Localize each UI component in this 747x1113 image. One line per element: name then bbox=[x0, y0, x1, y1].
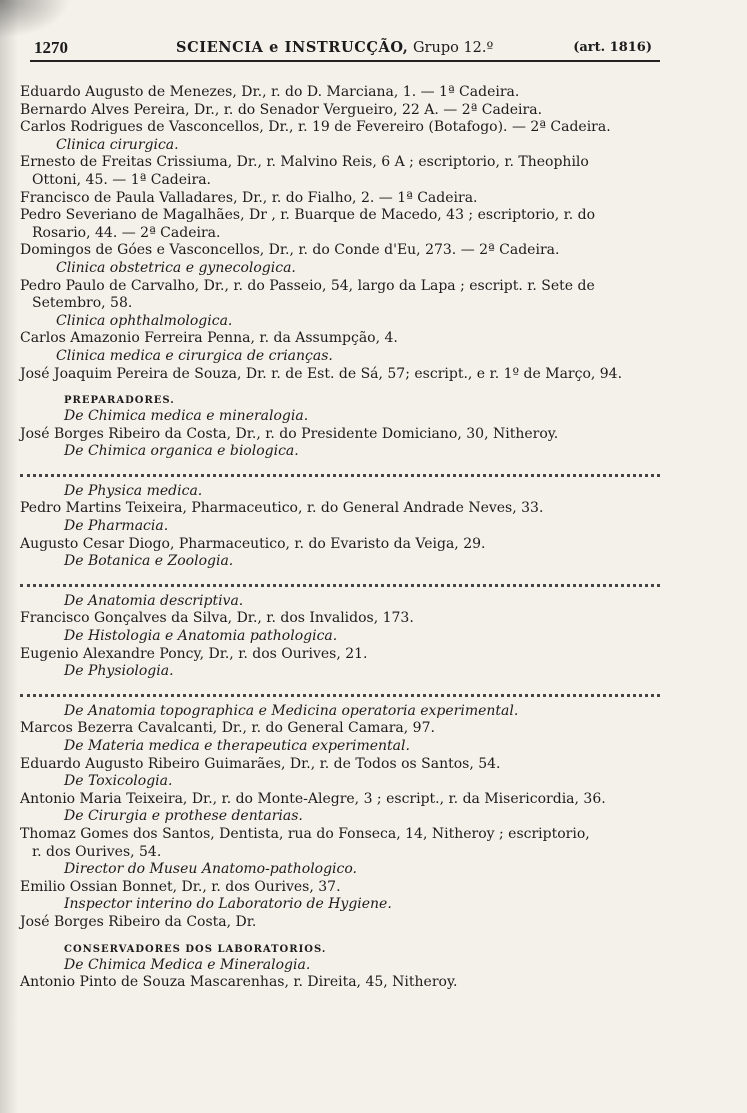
entry-line: Antonio Pinto de Souza Mascarenhas, r. Direita, 45, Nitheroy. bbox=[20, 974, 458, 991]
page-body bbox=[20, 84, 670, 992]
section-heading: Clinica medica e cirurgica de crianças. bbox=[56, 347, 333, 364]
section-heading: Clinica ophthalmologica. bbox=[56, 312, 233, 329]
section-heading: De Anatomia topographica e Medicina operatoria experimental. bbox=[64, 702, 519, 719]
header-rule bbox=[30, 60, 660, 62]
section-heading: Inspector interino do Laboratorio de Hygiene. bbox=[64, 896, 392, 913]
entry-line: Eugenio Alexandre Poncy, Dr., r. dos Ourives, 21. bbox=[20, 645, 368, 662]
section-heading: De Chimica Medica e Mineralogia. bbox=[64, 956, 311, 973]
section-heading: De Chimica medica e mineralogia. bbox=[64, 408, 309, 425]
entry-line: Antonio Maria Teixeira, Dr., r. do Monte-Alegre, 3 ; escript., r. da Misericordia, 36. bbox=[20, 790, 606, 807]
section-heading: De Anatomia descriptiva. bbox=[64, 592, 244, 609]
dotted-leader bbox=[20, 461, 660, 477]
entry-line: José Borges Ribeiro da Costa, Dr., r. do Presidente Domiciano, 30, Nitheroy. bbox=[20, 425, 559, 442]
section-heading: De Cirurgia e prothese dentarias. bbox=[64, 808, 303, 825]
entry-line: Eduardo Augusto Ribeiro Guimarães, Dr., r. de Todos os Santos, 54. bbox=[20, 755, 501, 772]
entry-line: Bernardo Alves Pereira, Dr., r. do Senador Vergueiro, 22 A. — 2ª Cadeira. bbox=[20, 101, 543, 118]
section-heading: De Physica medica. bbox=[64, 482, 203, 499]
section-heading: Clinica obstetrica e gynecologica. bbox=[56, 259, 296, 276]
entry-line: Marcos Bezerra Cavalcanti, Dr., r. do General Camara, 97. bbox=[20, 720, 435, 737]
entry-line: Eduardo Augusto de Menezes, Dr., r. do D. Marciana, 1. — 1ª Cadeira. bbox=[20, 84, 520, 100]
page-number: 1270 bbox=[34, 38, 68, 57]
page-corner-smudge bbox=[0, 0, 70, 38]
entry-line: Thomaz Gomes dos Santos, Dentista, rua do Fonseca, 14, Nitheroy ; escriptorio, bbox=[20, 825, 590, 842]
section-heading: De Chimica organica e biologica. bbox=[64, 443, 299, 460]
section-heading: De Toxicologia. bbox=[64, 773, 173, 790]
section-heading: De Botanica e Zoologia. bbox=[64, 553, 234, 570]
entry-line: Ernesto de Freitas Crissiuma, Dr., r. Malvino Reis, 6 A ; escriptorio, r. Theophilo bbox=[20, 154, 589, 171]
entry-continuation: Ottoni, 45. — 1ª Cadeira. bbox=[32, 171, 211, 188]
category-heading: CONSERVADORES DOS LABORATORIOS. bbox=[64, 943, 327, 955]
entry-line: José Joaquim Pereira de Souza, Dr. r. de Est. de Sá, 57; escript., e r. 1º de Março, 94. bbox=[20, 365, 623, 382]
entry-line: Domingos de Góes e Vasconcellos, Dr., r. do Conde d'Eu, 273. — 2ª Cadeira. bbox=[20, 242, 560, 259]
entry-line: Augusto Cesar Diogo, Pharmaceutico, r. do Evaristo da Veiga, 29. bbox=[20, 535, 486, 552]
entry-continuation: r. dos Ourives, 54. bbox=[32, 843, 162, 860]
entry-line: Carlos Rodrigues de Vasconcellos, Dr., r. 19 de Fevereiro (Botafogo). — 2ª Cadeira. bbox=[20, 119, 611, 136]
page-title-group: Grupo 12.º bbox=[412, 40, 494, 56]
entry-line: Pedro Martins Teixeira, Pharmaceutico, r. do General Andrade Neves, 33. bbox=[20, 500, 544, 517]
dotted-leader bbox=[20, 681, 660, 697]
category-heading: PREPARADORES. bbox=[64, 395, 175, 407]
article-ref: (art. 1816) bbox=[573, 40, 652, 55]
dotted-leader bbox=[20, 571, 660, 587]
entry-line: José Borges Ribeiro da Costa, Dr. bbox=[20, 913, 257, 930]
section-heading: De Pharmacia. bbox=[64, 518, 169, 535]
entry-continuation: Rosario, 44. — 2ª Cadeira. bbox=[32, 224, 221, 241]
section-heading: De Histologia e Anatomia pathologica. bbox=[64, 628, 338, 645]
page-edge-shadow bbox=[0, 0, 18, 1113]
section-heading: Clinica cirurgica. bbox=[56, 136, 179, 153]
entry-line: Francisco de Paula Valladares, Dr., r. do Fialho, 2. — 1ª Cadeira. bbox=[20, 189, 478, 206]
entry-line: Emilio Ossian Bonnet, Dr., r. dos Ourives, 37. bbox=[20, 878, 341, 895]
page-title bbox=[176, 39, 493, 56]
section-heading: De Materia medica e therapeutica experimental. bbox=[64, 738, 410, 754]
entry-line: Carlos Amazonio Ferreira Penna, r. da Assumpção, 4. bbox=[20, 330, 398, 347]
running-header bbox=[30, 38, 662, 62]
entry-continuation: Setembro, 58. bbox=[32, 295, 133, 312]
section-heading: De Physiologia. bbox=[64, 663, 174, 680]
entry-line: Pedro Severiano de Magalhães, Dr , r. Buarque de Macedo, 43 ; escriptorio, r. do bbox=[20, 207, 596, 224]
page-title-main: SCIENCIA e INSTRUCÇÃO, bbox=[176, 39, 409, 56]
entry-line: Pedro Paulo de Carvalho, Dr., r. do Passeio, 54, largo da Lapa ; escript. r. Sete de bbox=[20, 277, 595, 294]
entry-line: Francisco Gonçalves da Silva, Dr., r. dos Invalidos, 173. bbox=[20, 610, 414, 627]
section-heading: Director do Museu Anatomo-pathologico. bbox=[64, 861, 358, 878]
